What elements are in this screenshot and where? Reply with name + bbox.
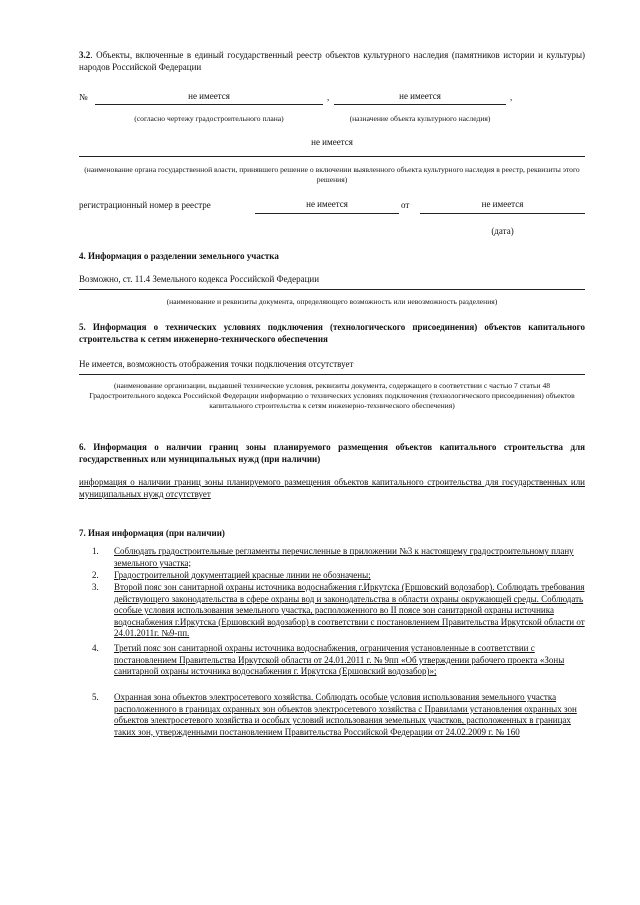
plan-underline xyxy=(95,104,323,105)
section-5-caption: (наименование организации, выдавшей технические условия, реквизиты документа, содержащего в соответствии с частью 7 статьи 48 Градостроительного кодекса Российской Федерации информацию о технических условиях подключения (технологического присоединения) объектов капитального строительства к сетям инженерно-технического обеспечения) xyxy=(89,381,575,410)
section-3-2-heading-text: . Объекты, включенные в единый государственный реестр объектов культурного наследия (памятников истории и культуры) народов Российской Федерации xyxy=(79,50,585,72)
section-7-list xyxy=(92,546,585,786)
section-5-value: Не имеется, возможность отображения точки подключения отсутствует xyxy=(79,359,354,369)
section-3-2-heading xyxy=(79,50,585,73)
reg-label: регистрационный номер в реестре xyxy=(79,200,211,210)
section-5-heading: 5. Информация о технических условиях подключения (технологического присоединения) объектов капитального строительства к сетям инженерно-технического обеспечения xyxy=(79,322,585,344)
comma-2: , xyxy=(510,92,513,102)
reg-value: не имеется xyxy=(306,199,348,209)
list-item-text: Соблюдать градостроительные регламенты перечисленные в приложении №3 к настоящему градостроительному плану земельного участка; xyxy=(114,546,574,568)
from-label: от xyxy=(401,200,410,210)
organ-underline xyxy=(79,156,585,157)
section-4-caption: (наименование и реквизиты документа, определяющего возможность или невозможность разделения) xyxy=(166,297,498,306)
reg-underline xyxy=(255,213,399,214)
section-4-value: Возможно, ст. 11.4 Земельного кодекса Российской Федерации xyxy=(79,274,320,284)
date-caption: (дата) xyxy=(491,226,514,236)
comma-1: , xyxy=(327,92,330,102)
plan-value: не имеется xyxy=(188,91,230,101)
list-item-text: Охранная зона объектов электросетевого хозяйства. Соблюдать особые условия использования земельного участка расположенного в границах охранных зон объектов электросетевого хозяйства с Правилами установления охранных зон объектов электросетевого хозяйства и особых условий использования земельных участков, расположенных в границах таких зон, утвержденными постановлением Правительства Российской Федерации от 24.02.2009 г. № 160 xyxy=(114,692,577,737)
list-item-text: Градостроительной документацией красные линии не обозначены; xyxy=(114,570,371,580)
list-item-number: 4. xyxy=(92,643,99,653)
number-label: № xyxy=(79,92,88,102)
section-3-2-number: 3.2 xyxy=(79,50,91,60)
date-value: не имеется xyxy=(481,199,524,209)
list-item-text: Третий пояс зон санитарной охраны источника водоснабжения, ограничения установленные в соответствии с постановлением Правительства Иркутской области от 24.01.2011 г. № 9пп «Об утверждении рабочего проекта «Зоны санитарной охраны источника водоснабжения г. Иркутска (Ершовский водозабор)»; xyxy=(114,643,565,677)
section-7-heading: 7. Иная информация (при наличии) xyxy=(79,528,225,538)
list-item-number: 5. xyxy=(92,692,99,702)
section-5-underline xyxy=(79,374,585,375)
section-4-underline xyxy=(79,289,585,290)
list-item-number: 3. xyxy=(92,582,99,592)
plan-caption: (согласно чертежу градостроительного плана) xyxy=(134,114,284,123)
list-item-number: 2. xyxy=(92,570,99,580)
date-underline xyxy=(420,213,585,214)
section-4-heading: 4. Информация о разделении земельного участка xyxy=(79,251,279,261)
section-6-value: информация о наличии границ зоны планируемого размещения объектов капитального строительства для государственных или муниципальных нужд отсутствует xyxy=(79,477,585,499)
name-caption: (назначение объекта культурного наследия) xyxy=(349,114,491,123)
name-value: не имеется xyxy=(399,91,441,101)
name-underline xyxy=(334,104,506,105)
section-6-heading: 6. Информация о наличии границ зоны планируемого размещения объектов капитального строительства для государственных или муниципальных нужд (при наличии) xyxy=(79,442,585,464)
organ-value: не имеется xyxy=(311,137,353,147)
list-item-text: Второй пояс зон санитарной охраны источника водоснабжения г.Иркутска (Ершовский водозабор). Соблюдать требования действующего законодательства в сфере охраны вод и законодательства в области охраны окружающей среды. Соблюдать особые условия использования земельного участка, расположенного во II поясе зон санитарной охраны источника водоснабжения г.Иркутска (Ершовский водозабор) в соответствии с постановлением Правительства Иркутской области от 24.01.2011г. №9-пп. xyxy=(114,582,585,639)
list-item-number: 1. xyxy=(92,546,99,556)
organ-caption: (наименование органа государственной власти, принявшего решение о включении выявленного объекта культурного наследия в реестр, реквизиты этого решения) xyxy=(84,165,580,184)
